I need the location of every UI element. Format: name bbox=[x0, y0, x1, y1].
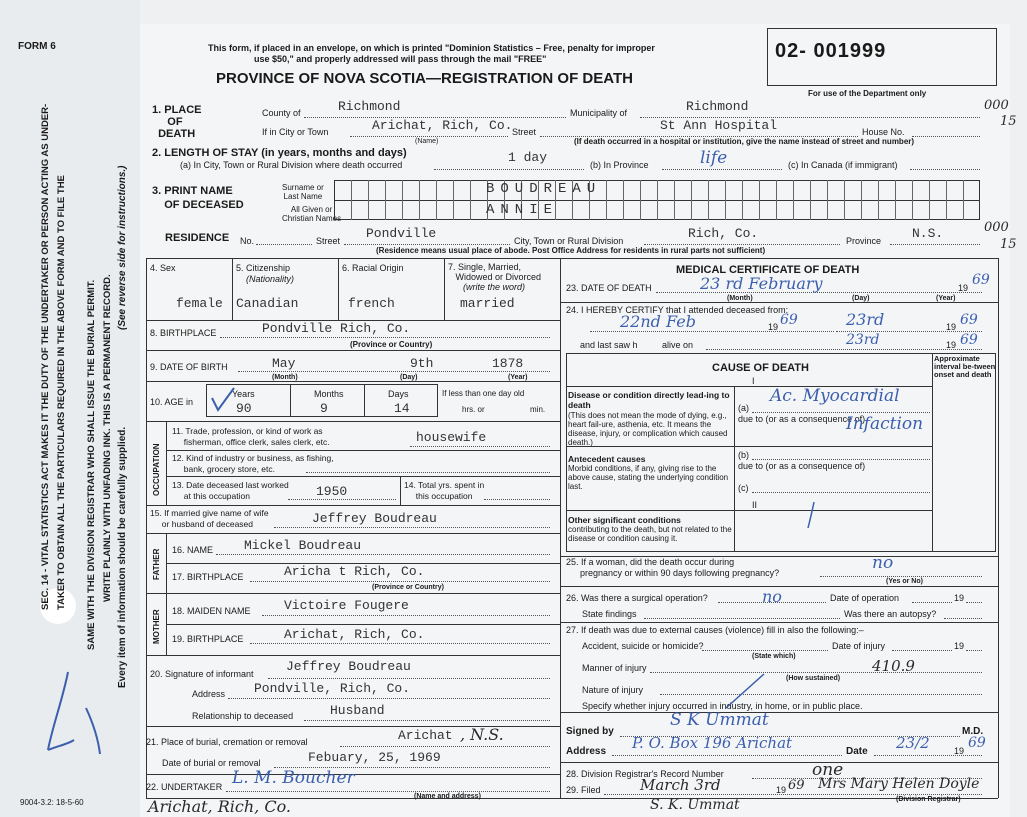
age-months-label: Months bbox=[314, 389, 344, 399]
physician-date: 23/2 bbox=[896, 734, 930, 752]
mother-name-label: 18. MAIDEN NAME bbox=[172, 606, 251, 616]
relationship-label: Relationship to deceased bbox=[192, 711, 294, 721]
residence-street-value: Pondville bbox=[366, 226, 437, 241]
footer-code: 9004-3.2: 18-5-60 bbox=[20, 798, 84, 807]
cause-c-label: (c) bbox=[738, 483, 749, 493]
cause-a-label: (a) bbox=[738, 403, 749, 413]
name-grid-divider bbox=[657, 180, 658, 220]
margin-code-2: 15 bbox=[1000, 114, 1017, 129]
due-to-label-1: due to (or as a consequence of) bbox=[738, 414, 866, 424]
house-label: House No. bbox=[862, 127, 905, 137]
dob-month: May bbox=[272, 356, 296, 371]
residence-city-label: City, Town or Rural Division bbox=[514, 236, 624, 246]
name-grid-divider bbox=[844, 180, 845, 220]
attended-to: 23rd bbox=[846, 310, 885, 329]
dod-day-hint: (Day) bbox=[852, 295, 870, 302]
medical-header: MEDICAL CERTIFICATE OF DEATH bbox=[676, 264, 860, 276]
surname-label: Surname or Last Name bbox=[282, 183, 324, 201]
age-years-label: Years bbox=[232, 389, 255, 399]
attended-to-year: 69 bbox=[960, 312, 978, 328]
citizenship-value: Canadian bbox=[236, 296, 299, 311]
mother-name-value: Victoire Fougere bbox=[284, 598, 409, 613]
cause-header: CAUSE OF DEATH bbox=[712, 362, 809, 374]
name-grid-divider bbox=[402, 180, 403, 220]
specify-label: Specify whether injury occurred in industry, in home, or in public place. bbox=[582, 701, 863, 711]
injury-date-label: Date of injury bbox=[832, 641, 886, 651]
pen-mark-icon bbox=[800, 500, 824, 530]
stay-province-value: life bbox=[700, 148, 728, 168]
mother-side-label: MOTHER bbox=[152, 609, 161, 644]
autopsy-label: Was there an autopsy? bbox=[844, 609, 937, 619]
sex-value: female bbox=[176, 296, 223, 311]
undertaker-label: 22. UNDERTAKER bbox=[146, 782, 223, 792]
checkmark-icon bbox=[206, 384, 240, 416]
q25-answer: no bbox=[872, 553, 894, 573]
last-saw-label: and last saw h bbox=[580, 340, 638, 350]
notice-line-2: use $50," and properly addressed will pass through the mail "FREE" bbox=[254, 54, 547, 64]
length-of-stay-label: 2. LENGTH OF STAY (in years, months and days) bbox=[152, 147, 407, 159]
dob-day-hint: (Day) bbox=[400, 374, 418, 381]
name-grid-divider bbox=[419, 180, 420, 220]
name-grid-divider bbox=[861, 180, 862, 220]
name-grid-divider bbox=[895, 180, 896, 220]
physician-address: P. O. Box 196 Arichat bbox=[632, 734, 793, 752]
due-to-label-2: due to (or as a consequence of) bbox=[738, 461, 866, 471]
hrs-label: hrs. or bbox=[462, 405, 485, 414]
relationship-value: Husband bbox=[330, 703, 385, 718]
occupation-side-label: OCCUPATION bbox=[152, 443, 161, 496]
industry-label: 12. Kind of industry or business, as fishing, bank, grocery store, etc. bbox=[172, 453, 334, 474]
age-days-value: 14 bbox=[394, 401, 410, 416]
physician-year-prefix: 19 bbox=[954, 746, 965, 756]
name-grid-divider bbox=[470, 180, 471, 220]
name-grid-divider bbox=[606, 180, 607, 220]
cause-b-label: (b) bbox=[738, 450, 749, 460]
attended-from-year-prefix: 19 bbox=[768, 322, 779, 332]
dob-month-hint: (Month) bbox=[272, 374, 298, 381]
margin-code-3: 000 bbox=[984, 220, 1009, 235]
dob-year: 1878 bbox=[492, 356, 524, 371]
side-note-1: SEC. 14 - VITAL STATISTICS ACT MAKES IT THE DUTY OF THE UNDERTAKER OR PERSON ACTING AS UNDER- bbox=[40, 103, 51, 610]
father-side-label: FATHER bbox=[152, 548, 161, 580]
burial-date-value: Febuary, 25, 1969 bbox=[308, 750, 441, 765]
residence-province-label: Province bbox=[846, 236, 882, 246]
state-which-hint: (State which) bbox=[752, 653, 796, 660]
dob-year-hint: (Year) bbox=[508, 374, 528, 381]
less-than-day-label: If less than one day old bbox=[442, 389, 525, 398]
city-name-hint: (Name) bbox=[415, 138, 439, 145]
record-number: one bbox=[812, 760, 844, 780]
name-grid-divider bbox=[453, 180, 454, 220]
operation-year-prefix: 19 bbox=[954, 593, 965, 603]
date-of-death-year: 69 bbox=[972, 272, 990, 288]
other-conditions-label: Other significant conditions bbox=[568, 515, 681, 525]
age-days-label: Days bbox=[388, 389, 409, 399]
last-worked-label: 13. Date deceased last worked at this occupation bbox=[172, 480, 289, 501]
age-label: 10. AGE in bbox=[150, 397, 194, 407]
age-months-value: 9 bbox=[320, 401, 328, 416]
informant-name-value: Jeffrey Boudreau bbox=[286, 659, 411, 674]
slash-mark-icon bbox=[720, 672, 770, 712]
last-saw-handwritten: 23rd bbox=[846, 332, 880, 348]
age-years-value: 90 bbox=[236, 401, 252, 416]
racial-origin-label: 6. Racial Origin bbox=[342, 263, 404, 273]
burial-place-handwritten: , N.S. bbox=[460, 725, 504, 744]
notice-line-1: This form, if placed in an envelope, on which is printed "Dominion Statistics – Free, penalty for improper bbox=[208, 43, 655, 53]
father-name-label: 16. NAME bbox=[172, 545, 214, 555]
name-grid-divider bbox=[623, 180, 624, 220]
trade-label: 11. Trade, profession, or kind of work as fisherman, office clerk, sales clerk, etc. bbox=[172, 426, 330, 447]
name-grid-divider bbox=[946, 180, 947, 220]
mother-birthplace-value: Arichat, Rich, Co. bbox=[284, 627, 425, 642]
citizenship-label: 5. Citizenship (Nationality) bbox=[236, 263, 295, 284]
registration-number: 02- 001999 bbox=[775, 40, 887, 62]
registrar-hint: (Division Registrar) bbox=[896, 796, 961, 803]
county-label: County of bbox=[262, 108, 301, 118]
father-name-value: Mickel Boudreau bbox=[244, 538, 362, 553]
yes-no-hint-1: (Yes or No) bbox=[886, 578, 923, 585]
name-grid-divider bbox=[385, 180, 386, 220]
filed-year: 69 bbox=[788, 778, 805, 793]
name-grid-divider bbox=[759, 180, 760, 220]
side-note-4: WRITE PLAINLY WITH UNFADING INK. THIS IS A PERMANENT RECORD. bbox=[102, 274, 113, 602]
stub-handwriting-mark bbox=[38, 668, 108, 760]
name-grid-divider bbox=[708, 180, 709, 220]
margin-code-1: 000 bbox=[984, 98, 1009, 113]
informant-address-label: Address bbox=[192, 689, 226, 699]
form-title: PROVINCE OF NOVA SCOTIA—REGISTRATION OF DEATH bbox=[216, 70, 633, 87]
father-birthplace-value: Aricha t Rich, Co. bbox=[284, 564, 425, 579]
interval-header: Approximate interval be-tween onset and death bbox=[934, 354, 996, 379]
q26-label: 26. Was there a surgical operation? bbox=[566, 593, 708, 603]
dod-month-hint: (Month) bbox=[727, 295, 753, 302]
total-years-label: 14. Total yrs. spent in this occupation bbox=[404, 480, 485, 501]
name-grid-divider bbox=[691, 180, 692, 220]
dept-use-note: For use of the Department only bbox=[808, 89, 927, 98]
margin-code-4: 15 bbox=[1000, 237, 1017, 252]
last-saw-year: 69 bbox=[960, 332, 978, 348]
given-names-value: ANNIE bbox=[486, 202, 559, 218]
form-number: FORM 6 bbox=[18, 41, 56, 52]
date-of-death-handwritten: 23 rd February bbox=[700, 274, 823, 293]
disease-note: (This does not mean the mode of dying, e.g., heart fail-ure, asthenia, etc. It means the disease, injury, or complication which caused death.) bbox=[568, 411, 728, 447]
attended-from: 22nd Feb bbox=[620, 312, 696, 331]
name-grid-divider bbox=[793, 180, 794, 220]
undertaker-address-handwritten: Arichat, Rich, Co. bbox=[148, 797, 292, 816]
municipality-value: Richmond bbox=[686, 99, 749, 114]
sex-label: 4. Sex bbox=[150, 263, 176, 273]
min-label: min. bbox=[530, 405, 546, 414]
trade-value: housewife bbox=[416, 430, 487, 445]
father-birthplace-label: 17. BIRTHPLACE bbox=[172, 572, 244, 582]
street-label: Street bbox=[512, 127, 537, 137]
burial-place-label: 21. Place of burial, cremation or removal bbox=[146, 737, 308, 747]
name-grid-divider bbox=[674, 180, 675, 220]
county-value: Richmond bbox=[338, 99, 401, 114]
physician-address-label: Address bbox=[566, 746, 607, 757]
name-grid-divider bbox=[436, 180, 437, 220]
manner-code: 410.9 bbox=[872, 657, 915, 675]
filed-year-prefix: 19 bbox=[776, 785, 787, 795]
alive-on-label: alive on bbox=[662, 340, 694, 350]
manner-label: Manner of injury bbox=[582, 663, 647, 673]
registrar-signature: Mrs Mary Helen Doyle bbox=[818, 776, 980, 792]
birthplace-value: Pondville Rich, Co. bbox=[262, 321, 411, 336]
physician-year: 69 bbox=[968, 735, 986, 751]
undertaker-hint: (Name and address) bbox=[414, 793, 481, 800]
informant-address-value: Pondville, Rich, Co. bbox=[254, 681, 411, 696]
other-conditions-note: contributing to the death, but not related to the disease or condition causing it. bbox=[568, 525, 732, 543]
cause-a-line1: Ac. Myocardial bbox=[770, 386, 900, 406]
name-grid-divider bbox=[810, 180, 811, 220]
mother-birthplace-label: 19. BIRTHPLACE bbox=[172, 634, 244, 644]
attended-from-year: 69 bbox=[780, 312, 798, 328]
attended-to-year-prefix: 19 bbox=[946, 322, 957, 332]
findings-label: State findings bbox=[582, 609, 637, 619]
cause-a-line2: Infaction bbox=[846, 414, 924, 434]
birthplace-hint: (Province or Country) bbox=[350, 340, 433, 349]
nature-label: Nature of injury bbox=[582, 685, 644, 695]
stay-canada-label: (c) In Canada (if immigrant) bbox=[788, 160, 898, 170]
municipality-label: Municipality of bbox=[570, 108, 628, 118]
burial-place-value: Arichat bbox=[398, 728, 453, 743]
name-grid-divider bbox=[351, 180, 352, 220]
stay-local-value: 1 day bbox=[508, 150, 548, 165]
name-grid-divider bbox=[368, 180, 369, 220]
stay-sub-label: (a) In City, Town or Rural Division where death occurred bbox=[180, 160, 403, 170]
name-grid-divider bbox=[912, 180, 913, 220]
spouse-label: 15. If married give name of wife or husband of deceased bbox=[150, 508, 269, 529]
physician-signature: S K Ummat bbox=[670, 710, 769, 730]
roman-one: I bbox=[752, 376, 755, 386]
marital-value: married bbox=[460, 296, 515, 311]
residence-street-label: Street bbox=[316, 236, 341, 246]
hospital-hint: (If death occurred in a hospital or institution, give the name instead of street and number) bbox=[574, 137, 915, 146]
undertaker-signature: L. M. Boucher bbox=[232, 768, 355, 788]
spouse-value: Jeffrey Boudreau bbox=[312, 511, 437, 526]
given-names-label: All Given or Christian Names bbox=[282, 205, 342, 223]
burial-date-label: Date of burial or removal bbox=[162, 758, 261, 768]
name-grid-divider bbox=[742, 180, 743, 220]
surname-value: BOUDREAU bbox=[486, 181, 602, 197]
side-note-3: SAME WITH THE DIVISION REGISTRAR WHO SHALL ISSUE THE BURIAL PERMIT. bbox=[86, 279, 97, 650]
residence-no-label: No. bbox=[240, 236, 255, 246]
side-note-5: (See reverse side for instructions.) bbox=[117, 165, 128, 330]
q25-label-2: pregnancy or within 90 days following pregnancy? bbox=[580, 568, 780, 578]
name-grid-divider bbox=[640, 180, 641, 220]
residence-hint: (Residence means usual place of abode. Post Office Address for residents in rural parts not sufficient) bbox=[376, 246, 766, 255]
name-grid-divider bbox=[776, 180, 777, 220]
injury-year-prefix: 19 bbox=[954, 641, 965, 651]
q28-label: 28. Division Registrar's Record Number bbox=[566, 769, 724, 779]
stay-province-label: (b) In Province bbox=[590, 160, 649, 170]
father-birthplace-hint: (Province or Country) bbox=[372, 584, 444, 591]
antecedent-label: Antecedent causes bbox=[568, 454, 646, 464]
antecedent-note: Morbid conditions, if any, giving rise to the above cause, stating the underlying condition last. bbox=[568, 464, 729, 491]
roman-two: II bbox=[752, 500, 758, 510]
name-grid-divider bbox=[827, 180, 828, 220]
name-grid-divider bbox=[963, 180, 964, 220]
residence-label: RESIDENCE bbox=[165, 232, 230, 244]
disease-label: Disease or condition directly lead-ing to death bbox=[568, 390, 730, 410]
racial-origin-value: french bbox=[348, 296, 395, 311]
street-value: St Ann Hospital bbox=[660, 118, 778, 133]
q25-label: 25. If a woman, did the death occur during bbox=[566, 557, 735, 567]
md-label: M.D. bbox=[962, 726, 984, 737]
signed-by-label: Signed by bbox=[566, 726, 614, 737]
informant-signature-label: 20. Signature of informant bbox=[150, 669, 254, 679]
q26-answer: no bbox=[762, 587, 782, 606]
dod-year-hint: (Year) bbox=[936, 295, 956, 302]
dob-day: 9th bbox=[410, 356, 434, 371]
marital-label: 7. Single, Married, Widowed or Divorced (write the word) bbox=[448, 262, 542, 292]
side-note-2: TAKER TO OBTAIN ALL THE PARTICULARS REQUIRED IN THE ABOVE FORM AND TO FILE THE bbox=[56, 175, 67, 610]
birthplace-label: 8. BIRTHPLACE bbox=[150, 328, 217, 338]
last-saw-year-prefix: 19 bbox=[946, 340, 957, 350]
physician-printed-name: S. K. Ummat bbox=[650, 797, 740, 813]
dob-label: 9. DATE OF BIRTH bbox=[150, 362, 228, 372]
certify-label: 24. I HEREBY CERTIFY that I attended deceased from: bbox=[566, 305, 789, 315]
name-grid-divider bbox=[878, 180, 879, 220]
print-name-label: 3. PRINT NAME OF DECEASED bbox=[152, 185, 244, 211]
city-label: If in City or Town bbox=[262, 127, 329, 137]
residence-city-value: Rich, Co. bbox=[688, 226, 759, 241]
accident-label: Accident, suicide or homicide? bbox=[582, 641, 704, 651]
physician-date-label: Date bbox=[846, 746, 868, 757]
name-grid-divider bbox=[929, 180, 930, 220]
date-of-death-year-prefix: 19 bbox=[958, 283, 969, 293]
how-sustained-hint: (How sustained) bbox=[786, 675, 841, 682]
q27-label: 27. If death was due to external causes (violence) fill in also the following:– bbox=[566, 625, 864, 635]
q29-label: 29. Filed bbox=[566, 785, 601, 795]
name-grid-divider bbox=[725, 180, 726, 220]
city-value: Arichat, Rich, Co. bbox=[372, 118, 513, 133]
side-note-6: Every item of information should be carefully supplied. bbox=[117, 426, 128, 688]
last-worked-value: 1950 bbox=[316, 484, 348, 499]
place-of-death-label: 1. PLACE OF DEATH bbox=[152, 104, 202, 140]
filed-date: March 3rd bbox=[640, 776, 721, 794]
date-of-death-label: 23. DATE OF DEATH bbox=[566, 283, 652, 293]
operation-date-label: Date of operation bbox=[830, 593, 900, 603]
residence-province-value: N.S. bbox=[912, 226, 944, 241]
